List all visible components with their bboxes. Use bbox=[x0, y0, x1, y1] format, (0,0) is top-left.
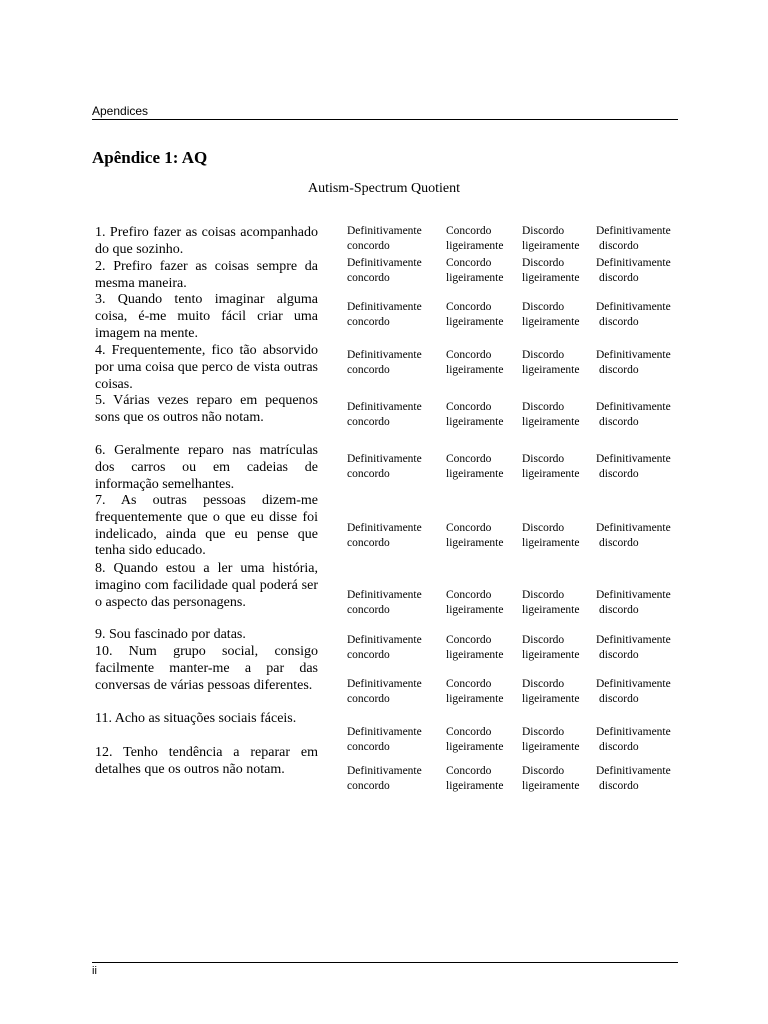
answer-option-line1: Discordo bbox=[522, 349, 565, 361]
answer-option[interactable] bbox=[347, 764, 422, 794]
answer-option[interactable] bbox=[347, 256, 422, 286]
answer-option-line1: Concordo bbox=[446, 453, 492, 465]
answer-option[interactable] bbox=[347, 633, 422, 663]
answer-option-line1: Definitivamente bbox=[596, 765, 671, 777]
answer-option-line2: ligeiramente bbox=[446, 468, 504, 480]
answer-option-line1: Discordo bbox=[522, 401, 565, 413]
answer-option-line2: concordo bbox=[347, 240, 390, 252]
answer-option[interactable] bbox=[446, 348, 503, 378]
answer-option-line2: discordo bbox=[599, 537, 639, 549]
answer-option[interactable] bbox=[522, 521, 579, 551]
answer-option-line2: discordo bbox=[599, 416, 639, 428]
answer-option[interactable] bbox=[596, 588, 671, 618]
answer-option-line2: ligeiramente bbox=[522, 272, 580, 284]
answer-option-line1: Definitivamente bbox=[347, 301, 422, 313]
answer-option[interactable] bbox=[446, 588, 503, 618]
answer-option-line2: ligeiramente bbox=[446, 649, 504, 661]
answer-option-line2: ligeiramente bbox=[446, 741, 504, 753]
answer-option-line1: Concordo bbox=[446, 225, 492, 237]
answer-option[interactable] bbox=[446, 400, 503, 430]
answer-option-line1: Discordo bbox=[522, 726, 565, 738]
answer-option[interactable] bbox=[596, 224, 671, 254]
answer-option-line2: concordo bbox=[347, 416, 390, 428]
answer-option[interactable] bbox=[522, 452, 579, 482]
answer-option-line1: Concordo bbox=[446, 522, 492, 534]
answer-option-line1: Discordo bbox=[522, 678, 565, 690]
question-item: 9. Sou fascinado por datas. bbox=[95, 627, 246, 642]
answer-option-line1: Definitivamente bbox=[347, 678, 422, 690]
question-item: 5. Várias vezes reparo em pequenos sons que os outros não notam. bbox=[95, 393, 318, 425]
header-rule bbox=[92, 119, 678, 120]
answer-option-line1: Definitivamente bbox=[347, 589, 422, 601]
answer-option-line1: Definitivamente bbox=[596, 726, 671, 738]
answer-option-line2: discordo bbox=[599, 240, 639, 252]
question-item: 11. Acho as situações sociais fáceis. bbox=[95, 711, 297, 726]
answer-option-line2: concordo bbox=[347, 468, 390, 480]
answer-option-line1: Concordo bbox=[446, 301, 492, 313]
answer-option[interactable] bbox=[446, 521, 503, 551]
answer-option[interactable] bbox=[522, 256, 579, 286]
answer-option-line1: Discordo bbox=[522, 634, 565, 646]
question-item: 4. Frequentemente, fico tão absorvido por uma coisa que perco de vista outras coisas. bbox=[95, 343, 318, 392]
answer-option-line1: Definitivamente bbox=[596, 453, 671, 465]
answer-option-line2: ligeiramente bbox=[446, 780, 504, 792]
answer-option-line2: ligeiramente bbox=[522, 537, 580, 549]
answer-option[interactable] bbox=[347, 400, 422, 430]
question-item: 2. Prefiro fazer as coisas sempre da mesma maneira. bbox=[95, 259, 318, 291]
answer-option-line1: Definitivamente bbox=[347, 634, 422, 646]
answer-option[interactable] bbox=[347, 521, 422, 551]
answer-option[interactable] bbox=[596, 677, 671, 707]
answer-option[interactable] bbox=[522, 764, 579, 794]
answer-option-line2: ligeiramente bbox=[446, 316, 504, 328]
answer-option-line1: Definitivamente bbox=[347, 401, 422, 413]
answer-option-line2: ligeiramente bbox=[446, 693, 504, 705]
answer-option[interactable] bbox=[446, 677, 503, 707]
answer-option-line2: ligeiramente bbox=[522, 364, 580, 376]
answer-option-line1: Definitivamente bbox=[596, 349, 671, 361]
answer-option-line2: ligeiramente bbox=[446, 272, 504, 284]
answer-option-line2: discordo bbox=[599, 316, 639, 328]
answer-option-line1: Definitivamente bbox=[347, 765, 422, 777]
answer-option-line1: Definitivamente bbox=[347, 349, 422, 361]
answer-option[interactable] bbox=[522, 224, 579, 254]
answer-option-line1: Definitivamente bbox=[347, 225, 422, 237]
answer-option[interactable] bbox=[522, 348, 579, 378]
answer-option[interactable] bbox=[522, 633, 579, 663]
answer-option-line2: ligeiramente bbox=[522, 693, 580, 705]
answer-option[interactable] bbox=[347, 588, 422, 618]
answer-option[interactable] bbox=[446, 725, 503, 755]
answer-option[interactable] bbox=[446, 256, 503, 286]
answer-option-line2: concordo bbox=[347, 693, 390, 705]
answer-option-line1: Concordo bbox=[446, 589, 492, 601]
answer-option-line1: Definitivamente bbox=[347, 522, 422, 534]
answer-option-line2: discordo bbox=[599, 468, 639, 480]
answer-option[interactable] bbox=[347, 300, 422, 330]
answer-option-line2: discordo bbox=[599, 693, 639, 705]
running-header: Apendices bbox=[92, 104, 149, 118]
answer-option[interactable] bbox=[596, 300, 671, 330]
answer-option[interactable] bbox=[446, 764, 503, 794]
answer-option-line2: concordo bbox=[347, 537, 390, 549]
answer-option[interactable] bbox=[596, 348, 671, 378]
question-item: 7. As outras pessoas dizem-me frequentemente que o que eu disse foi indelicado, ainda que eu pense que tenha sido educado. bbox=[95, 493, 318, 559]
answer-option-line2: ligeiramente bbox=[446, 416, 504, 428]
answer-option-line1: Concordo bbox=[446, 257, 492, 269]
answer-option-line1: Definitivamente bbox=[596, 589, 671, 601]
answer-option[interactable] bbox=[596, 633, 671, 663]
answer-option-line2: concordo bbox=[347, 316, 390, 328]
answer-option-line2: concordo bbox=[347, 780, 390, 792]
answer-option[interactable] bbox=[522, 677, 579, 707]
answer-option[interactable] bbox=[347, 725, 422, 755]
answer-option[interactable] bbox=[596, 725, 671, 755]
answer-option-line1: Discordo bbox=[522, 225, 565, 237]
answer-option-line1: Definitivamente bbox=[596, 634, 671, 646]
question-item: 8. Quando estou a ler uma história, imagino com facilidade qual poderá ser o aspecto das personagens. bbox=[95, 561, 318, 610]
answer-option[interactable] bbox=[596, 521, 671, 551]
question-item: 1. Prefiro fazer as coisas acompanhado do que sozinho. bbox=[95, 225, 318, 257]
answer-option-line1: Discordo bbox=[522, 301, 565, 313]
answer-option-line2: discordo bbox=[599, 604, 639, 616]
answer-option-line1: Definitivamente bbox=[596, 257, 671, 269]
answer-option[interactable] bbox=[596, 256, 671, 286]
answer-option-line1: Concordo bbox=[446, 349, 492, 361]
answer-option-line1: Definitivamente bbox=[596, 401, 671, 413]
answer-option-line2: ligeiramente bbox=[446, 537, 504, 549]
question-item: 12. Tenho tendência a reparar em detalhes que os outros não notam. bbox=[95, 745, 318, 777]
answer-option-line1: Concordo bbox=[446, 634, 492, 646]
answer-option-line1: Definitivamente bbox=[596, 225, 671, 237]
answer-option[interactable] bbox=[596, 452, 671, 482]
answer-option[interactable] bbox=[596, 400, 671, 430]
answer-option[interactable] bbox=[522, 300, 579, 330]
answer-option-line2: concordo bbox=[347, 272, 390, 284]
answer-option-line2: ligeiramente bbox=[522, 240, 580, 252]
answer-option[interactable] bbox=[596, 764, 671, 794]
answer-option-line2: ligeiramente bbox=[446, 604, 504, 616]
answer-option-line1: Discordo bbox=[522, 765, 565, 777]
answer-option-line1: Discordo bbox=[522, 522, 565, 534]
answer-option-line1: Concordo bbox=[446, 765, 492, 777]
answer-option-line2: discordo bbox=[599, 780, 639, 792]
answer-option-line2: discordo bbox=[599, 649, 639, 661]
answer-option-line1: Definitivamente bbox=[596, 522, 671, 534]
answer-option[interactable] bbox=[446, 633, 503, 663]
answer-option-line2: ligeiramente bbox=[522, 316, 580, 328]
answer-option-line1: Definitivamente bbox=[596, 301, 671, 313]
answer-option[interactable] bbox=[446, 224, 503, 254]
answer-option[interactable] bbox=[522, 400, 579, 430]
answer-option-line2: ligeiramente bbox=[522, 468, 580, 480]
answer-option-line1: Concordo bbox=[446, 726, 492, 738]
questionnaire-subtitle: Autism-Spectrum Quotient bbox=[307, 181, 461, 196]
answer-option-line2: concordo bbox=[347, 741, 390, 753]
answer-option-line2: discordo bbox=[599, 741, 639, 753]
answer-option[interactable] bbox=[347, 348, 422, 378]
answer-option-line1: Discordo bbox=[522, 453, 565, 465]
answer-option[interactable] bbox=[522, 725, 579, 755]
answer-option-line2: ligeiramente bbox=[446, 240, 504, 252]
footer-rule bbox=[92, 962, 678, 963]
answer-option[interactable] bbox=[446, 300, 503, 330]
answer-option-line2: ligeiramente bbox=[446, 364, 504, 376]
answer-option-line2: concordo bbox=[347, 604, 390, 616]
answer-option-line1: Discordo bbox=[522, 257, 565, 269]
answer-option[interactable] bbox=[347, 224, 422, 254]
question-item: 10. Num grupo social, consigo facilmente manter-me a par das conversas de várias pessoas diferentes. bbox=[95, 644, 318, 693]
answer-option-line1: Definitivamente bbox=[596, 678, 671, 690]
answer-option-line1: Definitivamente bbox=[347, 257, 422, 269]
answer-option-line1: Definitivamente bbox=[347, 453, 422, 465]
answer-option-line2: ligeiramente bbox=[522, 416, 580, 428]
question-item: 6. Geralmente reparo nas matrículas dos carros ou em cadeias de informação semelhantes. bbox=[95, 443, 318, 492]
answer-option-line2: concordo bbox=[347, 649, 390, 661]
answer-option-line2: ligeiramente bbox=[522, 649, 580, 661]
answer-option-line2: discordo bbox=[599, 272, 639, 284]
appendix-title: Apêndice 1: AQ bbox=[92, 148, 208, 167]
page-number: ii bbox=[92, 965, 97, 977]
answer-option-line2: concordo bbox=[347, 364, 390, 376]
answer-option[interactable] bbox=[347, 452, 422, 482]
answer-option-line2: ligeiramente bbox=[522, 780, 580, 792]
answer-option[interactable] bbox=[347, 677, 422, 707]
answer-option-line2: discordo bbox=[599, 364, 639, 376]
answer-option[interactable] bbox=[446, 452, 503, 482]
answer-option-line1: Concordo bbox=[446, 678, 492, 690]
answer-option-line2: ligeiramente bbox=[522, 741, 580, 753]
answer-option-line1: Discordo bbox=[522, 589, 565, 601]
answer-option[interactable] bbox=[522, 588, 579, 618]
answer-option-line1: Concordo bbox=[446, 401, 492, 413]
answer-option-line1: Definitivamente bbox=[347, 726, 422, 738]
question-item: 3. Quando tento imaginar alguma coisa, é-me muito fácil criar uma imagem na mente. bbox=[95, 292, 318, 341]
answer-option-line2: ligeiramente bbox=[522, 604, 580, 616]
